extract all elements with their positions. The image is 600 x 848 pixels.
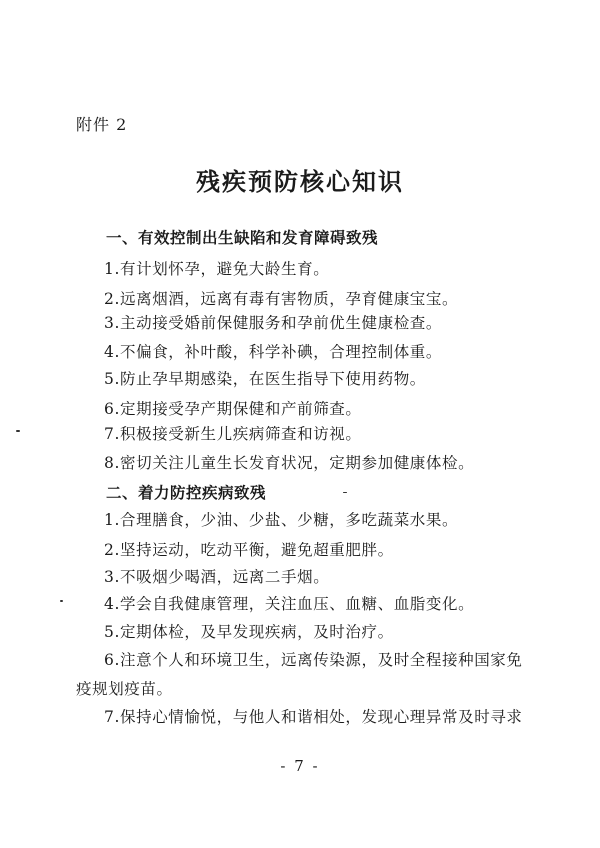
list-item: 1.有计划怀孕，避免大龄生育。 <box>104 260 330 278</box>
list-item-continuation: 疫规划疫苗。 <box>76 680 173 698</box>
list-item: 3.不吸烟少喝酒，远离二手烟。 <box>104 568 330 586</box>
scan-speck <box>60 600 63 602</box>
list-item: 1.合理膳食，少油、少盐、少糖，多吃蔬菜水果。 <box>104 511 459 529</box>
list-item: 2.远离烟酒，远离有毒有害物质，孕育健康宝宝。 <box>104 290 459 308</box>
section-heading-2: 二、着力防控疾病致残 <box>106 484 267 502</box>
attachment-label: 附件 2 <box>76 115 128 134</box>
list-item: 7.保持心情愉悦，与他人和谐相处，发现心理异常及时寻求 <box>104 708 523 726</box>
list-item: 4.不偏食，补叶酸，科学补碘，合理控制体重。 <box>104 343 442 361</box>
list-item: 8.密切关注儿童生长发育状况，定期参加健康体检。 <box>104 454 475 472</box>
scan-speck <box>16 430 20 432</box>
list-item: 5.定期体检，及早发现疾病，及时治疗。 <box>104 623 394 641</box>
list-item: 6.定期接受孕产期保健和产前筛查。 <box>104 400 362 418</box>
list-item: 4.学会自我健康管理，关注血压、血糖、血脂变化。 <box>104 595 475 613</box>
list-item: 3.主动接受婚前保健服务和孕前优生健康检查。 <box>104 314 442 332</box>
scan-speck <box>343 492 347 493</box>
list-item: 5.防止孕早期感染，在医生指导下使用药物。 <box>104 370 426 388</box>
list-item: 7.积极接受新生儿疾病筛查和访视。 <box>104 425 362 443</box>
section-heading-1: 一、有效控制出生缺陷和发育障碍致残 <box>106 229 379 247</box>
list-item: 6.注意个人和环境卫生，远离传染源，及时全程接种国家免 <box>104 651 523 669</box>
page-number: - 7 - <box>280 757 320 775</box>
list-item: 2.坚持运动，吃动平衡，避免超重肥胖。 <box>104 541 394 559</box>
document-title: 残疾预防核心知识 <box>196 167 404 196</box>
